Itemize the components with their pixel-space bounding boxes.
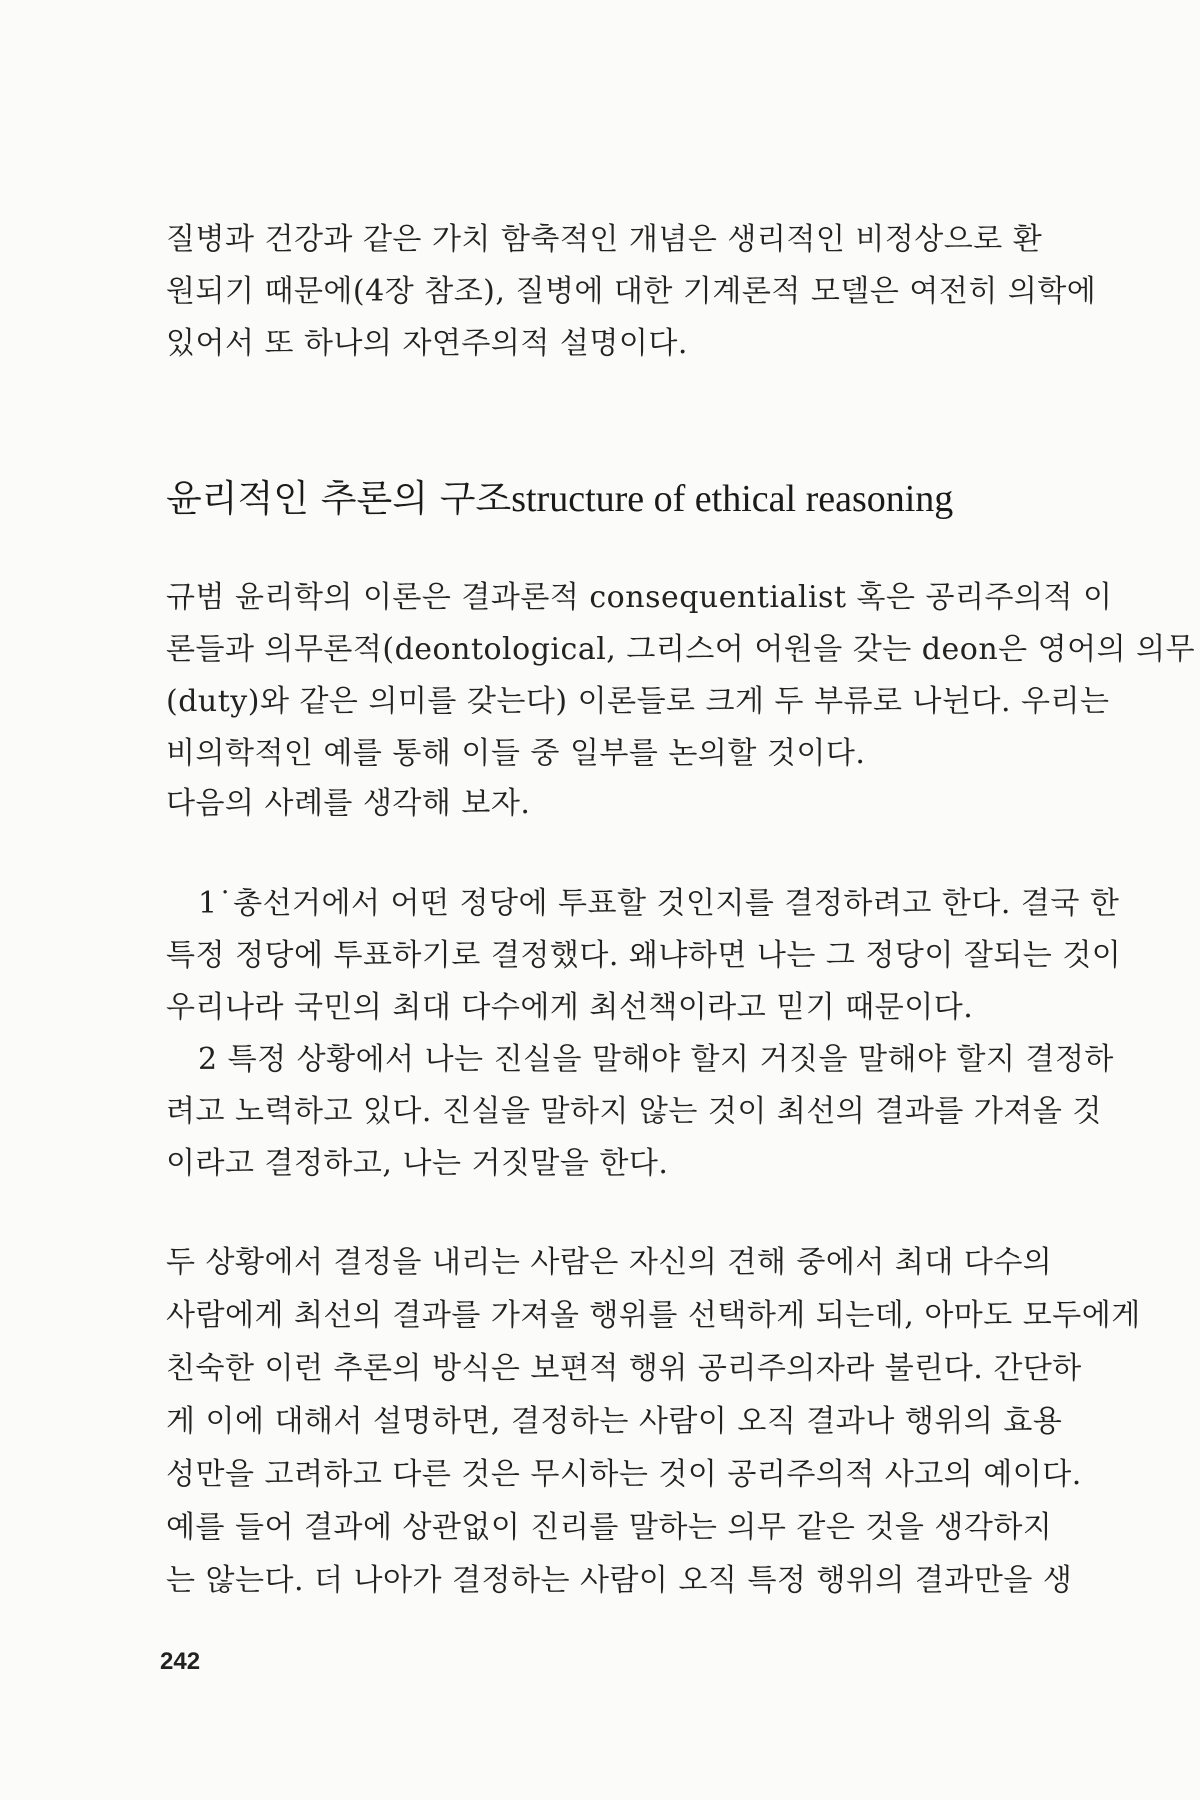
page-number: 242: [160, 1648, 201, 1675]
text-line: 다음의 사례를 생각해 보자.: [166, 786, 531, 821]
section-heading-english: structure of ethical reasoning: [511, 478, 954, 520]
text-line: 규범 윤리학의 이론은 결과론적 consequentialist 혹은 공리주의적 이: [166, 580, 1113, 615]
text-line: 론들과 의무론적(deontological, 그리스어 어원을 갖는 deon은 영어의 의무: [166, 632, 1196, 667]
text-line: 사람에게 최선의 결과를 가져올 행위를 선택하게 되는데, 아마도 모두에게: [166, 1298, 1141, 1333]
text-line: 원되기 때문에(4장 참조), 질병에 대한 기계론적 모델은 여전히 의학에: [166, 274, 1097, 309]
text-line: (duty)와 같은 의미를 갖는다) 이론들로 크게 두 부류로 나뉜다. 우리는: [166, 684, 1110, 719]
text-line: 2 특정 상황에서 나는 진실을 말해야 할지 거짓을 말해야 할지 결정하: [198, 1042, 1114, 1077]
text-line: 특정 정당에 투표하기로 결정했다. 왜냐하면 나는 그 정당이 잘되는 것이: [166, 938, 1122, 973]
text-line: 우리나라 국민의 최대 다수에게 최선책이라고 믿기 때문이다.: [166, 990, 974, 1025]
text-line: 질병과 건강과 같은 가치 함축적인 개념은 생리적인 비정상으로 환: [166, 222, 1043, 257]
text-line: 게 이에 대해서 설명하면, 결정하는 사람이 오직 결과나 행위의 효용: [166, 1404, 1063, 1439]
section-heading: [166, 474, 953, 524]
text-line: 이라고 결정하고, 나는 거짓말을 한다.: [166, 1146, 669, 1181]
text-line: 친숙한 이런 추론의 방식은 보편적 행위 공리주의자라 불린다. 간단하: [166, 1351, 1082, 1386]
text-line: 두 상황에서 결정을 내리는 사람은 자신의 견해 중에서 최대 다수의: [166, 1245, 1053, 1280]
text-line: 려고 노력하고 있다. 진실을 말하지 않는 것이 최선의 결과를 가져올 것: [166, 1094, 1102, 1129]
text-line: 1˙총선거에서 어떤 정당에 투표할 것인지를 결정하려고 한다. 결국 한: [198, 886, 1120, 921]
text-line: 예를 들어 결과에 상관없이 진리를 말하는 의무 같은 것을 생각하지: [166, 1510, 1053, 1545]
text-line: 있어서 또 하나의 자연주의적 설명이다.: [166, 326, 688, 361]
text-line: 는 않는다. 더 나아가 결정하는 사람이 오직 특정 행위의 결과만을 생: [166, 1563, 1073, 1598]
section-heading-korean: 윤리적인 추론의 구조: [166, 477, 512, 520]
text-line: 비의학적인 예를 통해 이들 중 일부를 논의할 것이다.: [166, 736, 866, 771]
text-line: 성만을 고려하고 다른 것은 무시하는 것이 공리주의적 사고의 예이다.: [166, 1457, 1082, 1492]
